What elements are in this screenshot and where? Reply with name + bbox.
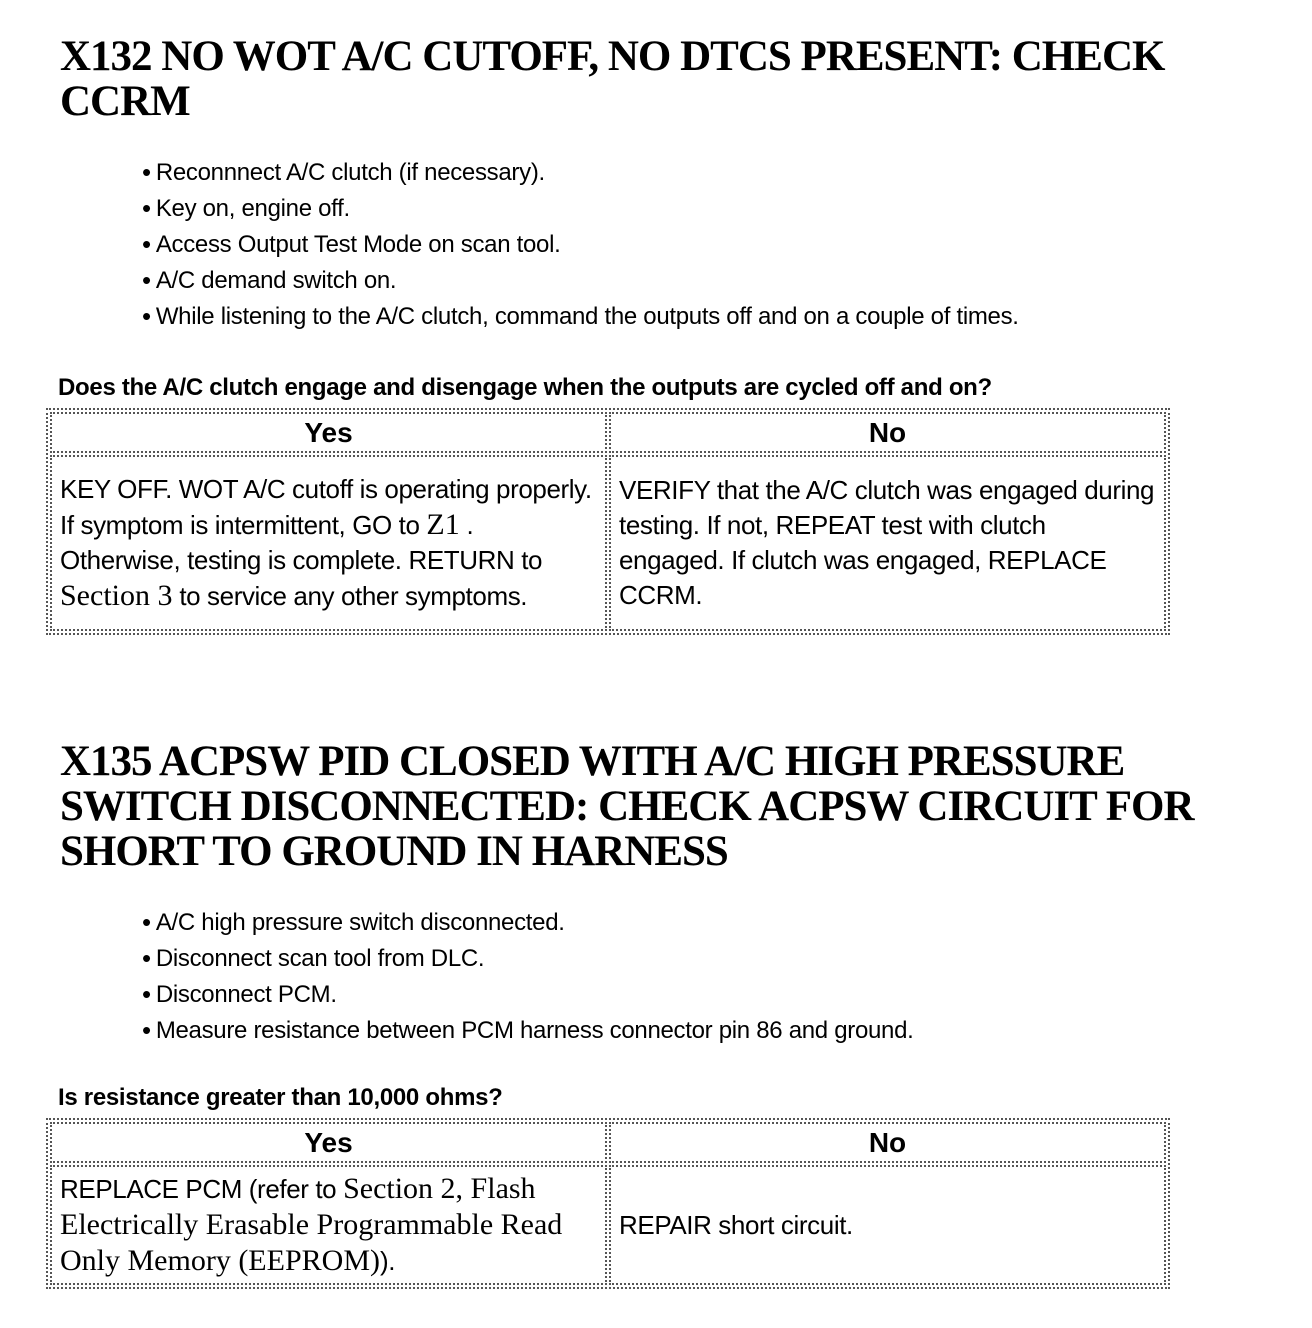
list-item [142,262,1312,298]
list-item [142,904,1312,940]
step-text: Disconnect PCM. [155,981,337,1008]
page-title: X132 NO WOT A/C CUTOFF, NO DTCS PRESENT: CHECK CCRM [60,33,1165,125]
decision-table [46,1118,1170,1289]
bullet-icon [142,231,156,258]
bullet-icon [142,1017,156,1044]
step-text: Access Output Test Mode on scan tool. [155,231,561,258]
pinpoint-test-x135 [0,739,1312,1289]
action-text: REPLACE PCM (refer to [60,1174,344,1204]
yes-column-header: Yes [50,1122,607,1163]
table-row [50,1165,1166,1285]
step-text: Measure resistance between PCM harness connector pin 86 and ground. [155,1017,914,1044]
procedure-step-list [0,904,1312,1048]
table-header-row [50,1122,1166,1163]
xref-link-section3[interactable]: Section 3 [60,579,173,612]
no-action-cell: VERIFY that the A/C clutch was engaged during testing. If not, REPEAT test with clutch engaged. If clutch was engaged, REPLACE CCRM. [609,455,1166,631]
decision-question: Does the A/C clutch engage and disengage when the outputs are cycled off and on? [58,374,992,401]
bullet-icon [142,159,156,186]
bullet-icon [142,981,156,1008]
table-header-row [50,412,1166,453]
table-row [50,455,1166,631]
step-text: A/C high pressure switch disconnected. [155,909,565,936]
bullet-icon [142,267,156,294]
bullet-icon [142,909,156,936]
xref-link-section2-eeprom[interactable]: Section 2, Flash Electrically Erasable Programmable Read Only Memory (EEPROM) [60,1172,563,1277]
step-text: Key on, engine off. [155,195,350,222]
no-column-header: No [609,1122,1166,1163]
decision-table [46,408,1170,635]
action-text: KEY OFF. WOT A/C cutoff is operating properly. If symptom is intermittent, GO to [60,474,592,540]
list-item [142,190,1312,226]
yes-column-header: Yes [50,412,607,453]
step-text: A/C demand switch on. [155,267,397,294]
page-title: X135 ACPSW PID CLOSED WITH A/C HIGH PRESSURE SWITCH DISCONNECTED: CHECK ACPSW CIRCUIT FOR SHORT TO GROUND IN HARNESS [60,738,1194,875]
document-page [0,34,1312,1289]
list-item [142,298,1312,334]
no-action-cell: REPAIR short circuit. [609,1165,1166,1285]
step-text: Reconnnect A/C clutch (if necessary). [155,159,545,186]
yes-action-cell [50,455,607,631]
bullet-icon [142,195,156,222]
yes-action-cell [50,1165,607,1285]
decision-question: Is resistance greater than 10,000 ohms? [58,1084,503,1111]
list-item [142,154,1312,190]
list-item [142,226,1312,262]
list-item [142,976,1312,1012]
xref-link-z1[interactable]: Z1 [426,508,460,541]
step-text: While listening to the A/C clutch, command the outputs off and on a couple of times. [155,303,1019,330]
list-item [142,1012,1312,1048]
procedure-step-list [0,154,1312,334]
list-item [142,940,1312,976]
bullet-icon [142,945,156,972]
action-text: . Otherwise, testing is complete. RETURN to [60,510,543,575]
pinpoint-test-x132 [0,34,1312,635]
no-column-header: No [609,412,1166,453]
action-text: to service any other symptoms. [172,581,528,611]
step-text: Disconnect scan tool from DLC. [155,945,485,972]
action-text: ). [379,1246,396,1276]
bullet-icon [142,303,156,330]
